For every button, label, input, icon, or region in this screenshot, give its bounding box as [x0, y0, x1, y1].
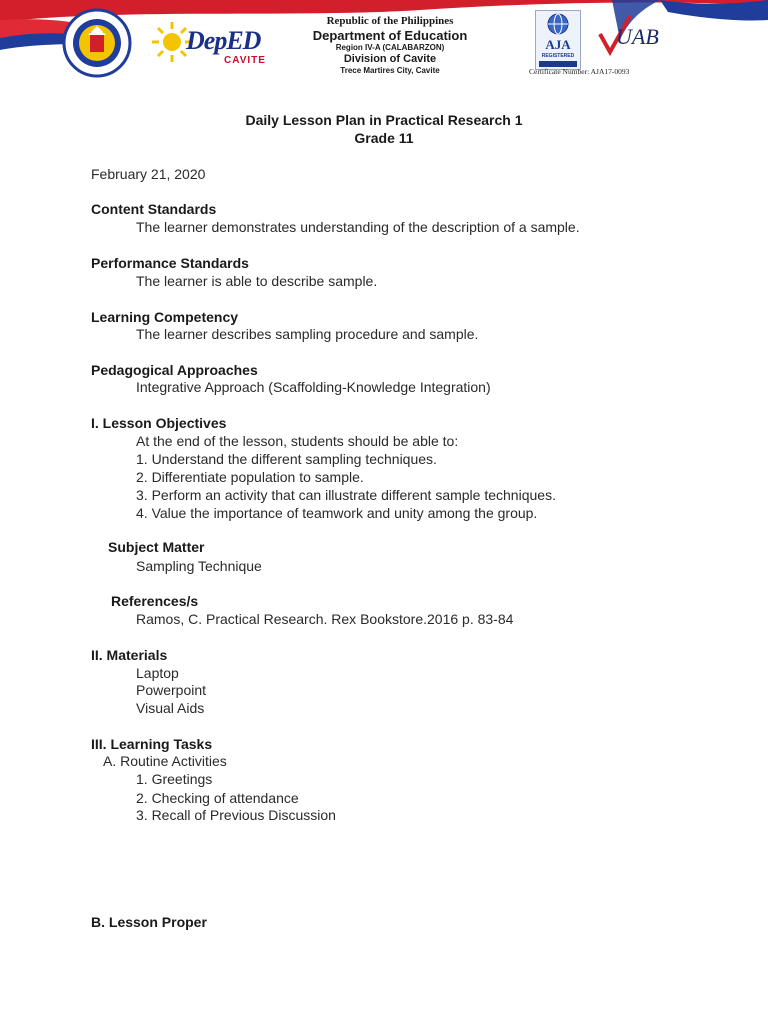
deped-logo-subtext: CAVITE — [224, 55, 266, 66]
agency-division: Division of Cavite — [343, 53, 437, 65]
deped-cavite-logo — [150, 14, 274, 70]
materials-heading: II. Materials — [91, 647, 168, 663]
deped-logo-text: DepED — [186, 26, 261, 55]
materials-item: Laptop — [136, 665, 179, 681]
document-grade: Grade 11 — [354, 130, 414, 146]
content-standards-text: The learner demonstrates understanding of the description of a sample. — [136, 219, 580, 235]
agency-city: Trece Martires City, Cavite — [340, 66, 440, 75]
uab-accreditation-logo — [596, 12, 659, 66]
agency-republic: Republic of the Philippines — [326, 15, 454, 27]
uab-logo-text: UAB — [616, 24, 659, 49]
aja-registered-logo — [535, 10, 581, 70]
objective-item: 2. Differentiate population to sample. — [136, 469, 364, 485]
pedagogical-approaches-text: Integrative Approach (Scaffolding-Knowledge Integration) — [136, 379, 491, 395]
routine-activity-item: 1. Greetings — [136, 771, 213, 787]
lesson-proper-heading: B. Lesson Proper — [91, 914, 207, 930]
performance-standards-heading: Performance Standards — [91, 255, 249, 271]
routine-activities-heading: A. Routine Activities — [103, 753, 227, 769]
aja-logo-subtext: REGISTERED — [541, 53, 575, 59]
subject-matter-text: Sampling Technique — [136, 558, 262, 574]
agency-region: Region IV-A (CALABARZON) — [335, 43, 445, 52]
references-text: Ramos, C. Practical Research. Rex Bookstore.2016 p. 83-84 — [136, 611, 514, 627]
letterhead — [0, 0, 768, 82]
routine-activity-item: 3. Recall of Previous Discussion — [136, 807, 336, 823]
agency-block — [290, 15, 490, 76]
document-title: Daily Lesson Plan in Practical Research 1 — [245, 112, 523, 128]
certificate-number: Certificate Number: AJA17-0093 — [529, 67, 630, 76]
lesson-objectives-heading: I. Lesson Objectives — [91, 415, 227, 431]
globe-icon — [536, 11, 580, 37]
materials-item: Powerpoint — [136, 682, 207, 698]
subject-matter-heading: Subject Matter — [108, 539, 205, 555]
learning-tasks-heading: III. Learning Tasks — [91, 736, 213, 752]
lesson-objectives-intro: At the end of the lesson, students should be able to: — [136, 433, 459, 449]
objective-item: 4. Value the importance of teamwork and unity among the group. — [136, 505, 538, 521]
references-heading: References/s — [111, 593, 199, 609]
materials-item: Visual Aids — [136, 700, 205, 716]
deped-seal-icon — [62, 8, 132, 78]
learning-competency-heading: Learning Competency — [91, 309, 239, 325]
performance-standards-text: The learner is able to describe sample. — [136, 273, 378, 289]
pedagogical-approaches-heading: Pedagogical Approaches — [91, 362, 258, 378]
content-standards-heading: Content Standards — [91, 201, 217, 217]
agency-department: Department of Education — [312, 28, 468, 43]
lesson-date: February 21, 2020 — [91, 166, 206, 182]
objective-item: 3. Perform an activity that can illustrate different sample techniques. — [136, 487, 556, 503]
objective-item: 1. Understand the different sampling techniques. — [136, 451, 437, 467]
routine-activity-item: 2. Checking of attendance — [136, 790, 299, 806]
learning-competency-text: The learner describes sampling procedure and sample. — [136, 326, 479, 342]
aja-logo-text: AJA — [545, 37, 571, 52]
